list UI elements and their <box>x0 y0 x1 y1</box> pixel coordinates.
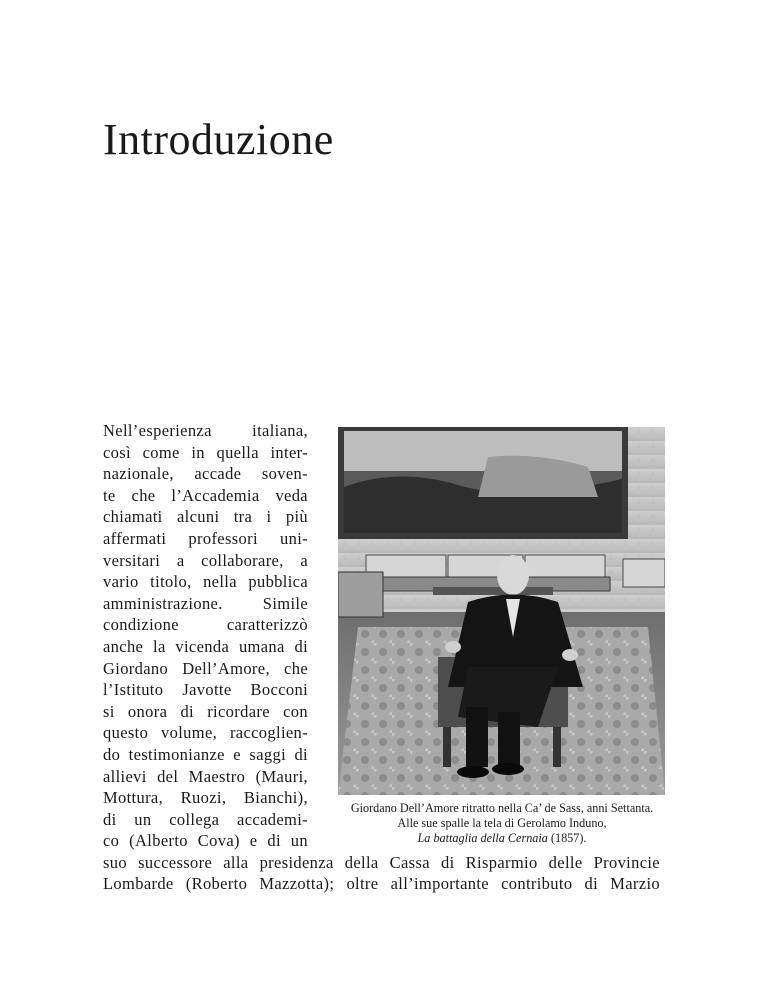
text-line: Giordano Dell’Amore, che <box>103 658 308 678</box>
text-line: così come in quella inter- <box>103 442 308 462</box>
text-line: nazionale, accade soven- <box>103 464 308 484</box>
text-line: questo volume, raccoglien- <box>103 723 308 743</box>
caption-line: Alle sue spalle la tela di Gerolamo Induno, <box>397 816 607 830</box>
text-line: amministrazione. Simile <box>103 593 308 613</box>
text-line: te che l’Accademia veda <box>103 485 308 505</box>
text-line: condizione caratterizzò <box>103 615 308 635</box>
portrait-photo <box>338 427 665 795</box>
text-line: vario titolo, nella pubblica <box>103 572 308 592</box>
text-line: Lombarde (Roberto Mazzotta); oltre all’importante contributo di Marzio <box>103 874 660 894</box>
caption-line: Giordano Dell’Amore ritratto nella Ca’ de Sass, anni Settanta. <box>350 801 654 815</box>
text-line: l’Istituto Javotte Bocconi <box>103 680 308 700</box>
photo-caption <box>330 801 674 846</box>
text-line: di un collega accademi- <box>103 809 308 829</box>
text-line: Nell’esperienza italiana, <box>103 421 308 440</box>
painting-title: La battaglia della Cernaia <box>417 831 548 845</box>
text-line: si onora di ricordare con <box>103 701 308 721</box>
text-line: allievi del Maestro (Mauri, <box>103 766 308 786</box>
text-line: Mottura, Ruozi, Bianchi), <box>103 788 308 808</box>
text-line: versitari a collaborare, a <box>103 550 308 570</box>
text-line: affermati professori uni- <box>103 528 308 548</box>
text-line: co (Alberto Cova) e di un <box>103 831 308 851</box>
text-line: chiamati alcuni tra i più <box>103 507 308 527</box>
text-line: anche la vicenda umana di <box>103 636 308 656</box>
caption-line <box>330 831 674 846</box>
text-line: suo successore alla presidenza della Cassa di Risparmio delle Provincie <box>103 852 660 872</box>
text-line: do testimonianze e saggi di <box>103 744 308 764</box>
chapter-title: Introduzione <box>103 115 334 164</box>
painting-year: (1857). <box>547 831 587 845</box>
